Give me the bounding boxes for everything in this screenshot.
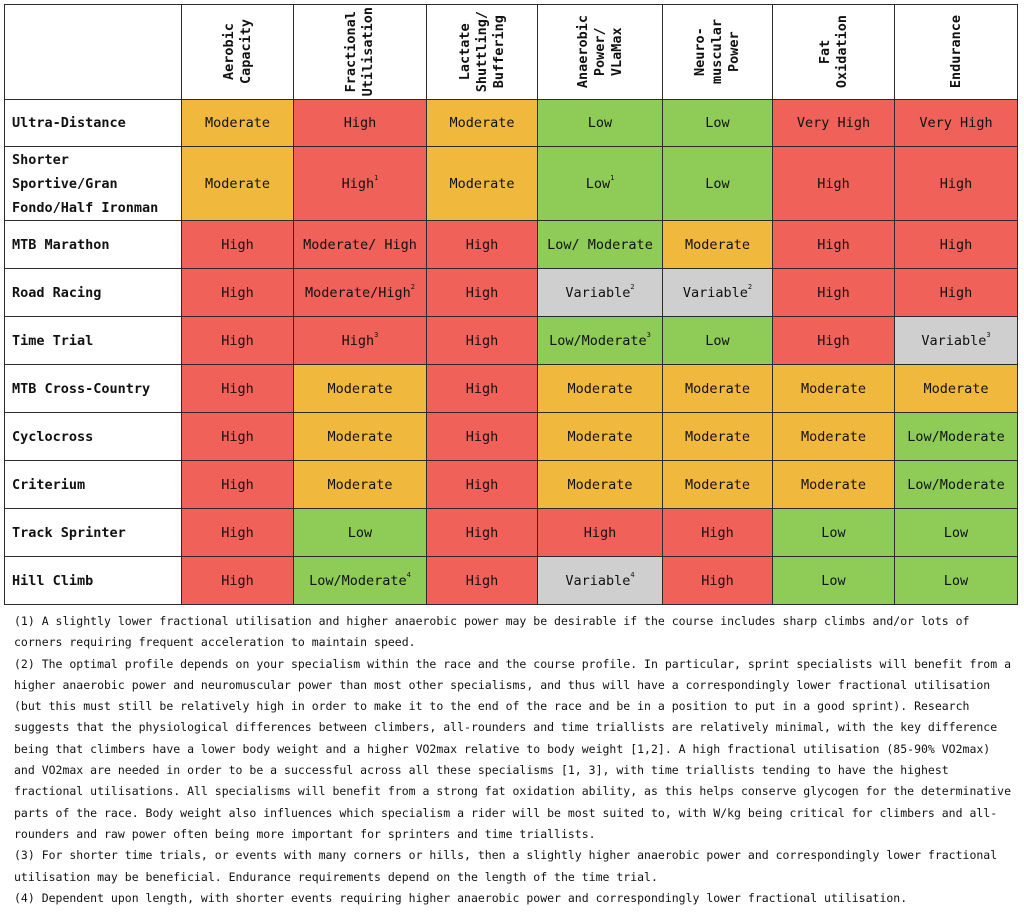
rating-cell — [663, 557, 773, 605]
column-header — [663, 5, 773, 100]
rating-cell — [182, 509, 294, 557]
table-row — [5, 557, 1018, 605]
rating-cell — [182, 413, 294, 461]
rating-text: High — [465, 380, 499, 397]
rating-cell — [294, 317, 427, 365]
table-row — [5, 147, 1018, 221]
footnote-marker: 1 — [374, 173, 379, 182]
rating-text: High — [465, 284, 499, 301]
row-label: Hill Climb — [5, 557, 182, 605]
rating-cell — [427, 413, 538, 461]
row-label: MTB Cross-Country — [5, 365, 182, 413]
rating-cell — [427, 365, 538, 413]
rating-text: High — [465, 332, 499, 349]
footnote-marker: 2 — [747, 282, 753, 291]
rating-text: Moderate/ High — [303, 236, 417, 253]
rating-text: Moderate — [204, 115, 271, 131]
rating-cell — [895, 365, 1018, 413]
column-header-label: Fractional Utilisation — [343, 7, 376, 97]
rating-cell — [663, 509, 773, 557]
footnote-marker: 3 — [986, 330, 991, 339]
rating-cell — [773, 413, 895, 461]
rating-cell — [538, 365, 663, 413]
row-label: Ultra-Distance — [5, 100, 182, 147]
rating-cell — [895, 509, 1018, 557]
rating-cell — [538, 557, 663, 605]
rating-cell — [294, 365, 427, 413]
rating-cell — [773, 100, 895, 147]
table-row — [5, 100, 1018, 147]
rating-text: High — [341, 332, 375, 349]
rating-text: Moderate — [449, 115, 515, 131]
rating-cell — [427, 509, 538, 557]
rating-cell — [182, 461, 294, 509]
footnote-marker: 3 — [374, 330, 379, 339]
rating-text: High — [221, 332, 254, 349]
rating-text: High — [939, 284, 973, 301]
rating-cell — [538, 413, 663, 461]
rating-text: Moderate — [327, 380, 393, 397]
rating-text: High — [817, 175, 850, 192]
rating-text: Low — [943, 572, 969, 589]
column-header-label: Endurance — [947, 15, 964, 89]
rating-text: Moderate/High — [305, 284, 411, 301]
table-row — [5, 221, 1018, 269]
rating-cell — [663, 317, 773, 365]
rating-cell — [538, 461, 663, 509]
rating-cell — [663, 365, 773, 413]
rating-text: Low — [705, 115, 730, 131]
row-label: MTB Marathon — [5, 221, 182, 269]
rating-text: High — [221, 284, 254, 301]
footnote: (1) A slightly lower fractional utilisation and higher anaerobic power may be desirable if the course includes sharp climbs and/or lots of corners requiring frequent acceleration to maintain speed. — [14, 614, 970, 650]
rating-cell — [895, 147, 1018, 221]
rating-text: High — [221, 380, 254, 397]
footnote: (2) The optimal profile depends on your specialism within the race and the course profile. In particular, sprint specialists will benefit from a higher anaerobic power and neuromuscular power than most other specialisms, and thus will have a correspondingly lower fractional utilisation (but this must still be relatively high in order to make it to the end of the race and be in a position to put in a good sprint). Research suggests that the physiological differences between climbers, all-rounders and time triallists are relatively minimal, with the key difference being that climbers have a lower body weight and a higher VO2max relative to body weight [1,2]. A high fractional utilisation (85-90% VO2max) and VO2max are needed in order to be a successful across all these specialisms [1, 3], with time triallists tending to have the highest fractional utilisations. All specialisms will benefit from a strong fat oxidation ability, as this helps conserve glycogen for the determinative parts of the race. Body weight also influences which specialism a rider will be most suited to, with W/kg being critical for climbers and all-rounders and raw power often being more important for sprinters and time triallists. — [14, 656, 1011, 841]
rating-text: Moderate — [567, 428, 633, 445]
rating-text: Moderate — [800, 476, 867, 493]
column-header — [538, 5, 663, 100]
rating-text: High — [221, 524, 254, 541]
column-header — [182, 5, 294, 100]
rating-cell — [895, 221, 1018, 269]
table-body — [5, 100, 1018, 605]
rating-cell — [427, 147, 538, 221]
rating-text: Low — [705, 175, 730, 192]
rating-text: High — [465, 236, 499, 253]
rating-text: Moderate — [449, 175, 515, 192]
rating-cell — [895, 317, 1018, 365]
rating-text: High — [341, 175, 375, 192]
rating-cell — [773, 147, 895, 221]
row-label: Track Sprinter — [5, 509, 182, 557]
footnote-marker: 1 — [610, 173, 615, 182]
rating-cell — [427, 221, 538, 269]
rating-cell — [427, 461, 538, 509]
rating-cell — [294, 413, 427, 461]
rating-cell — [663, 413, 773, 461]
rating-cell — [773, 509, 895, 557]
rating-cell — [895, 100, 1018, 147]
rating-text: Low/Moderate — [907, 428, 1005, 445]
rating-cell — [294, 221, 427, 269]
rating-text: Moderate — [800, 428, 867, 445]
table-row — [5, 317, 1018, 365]
rating-text: Very High — [919, 115, 993, 131]
rating-text: High — [465, 476, 499, 493]
row-label: Time Trial — [5, 317, 182, 365]
footnote-marker: 2 — [410, 282, 415, 291]
column-header — [427, 5, 538, 100]
rating-cell — [663, 461, 773, 509]
rating-text: High — [817, 236, 850, 253]
rating-cell — [538, 509, 663, 557]
column-header — [895, 5, 1018, 100]
rating-cell — [773, 269, 895, 317]
column-header-label: Anaerobic Power/ VLaMax — [574, 15, 625, 89]
rating-text: High — [221, 236, 254, 253]
rating-cell — [663, 269, 773, 317]
footnote-marker: 4 — [406, 570, 411, 579]
rating-text: Variable — [682, 284, 748, 301]
footnote-marker: 4 — [630, 570, 635, 579]
row-label: Cyclocross — [5, 413, 182, 461]
rating-text: Variable — [921, 332, 987, 349]
rating-text: High — [701, 572, 734, 589]
column-header-label: Fat Oxidation — [816, 15, 850, 89]
rating-cell — [182, 221, 294, 269]
footnote: (4) Dependent upon length, with shorter events requiring higher anaerobic power and correspondingly lower fractional utilisation. — [14, 890, 908, 905]
rating-cell — [294, 461, 427, 509]
rating-text: High — [817, 332, 850, 349]
rating-text: High — [465, 572, 499, 589]
rating-text: Low — [585, 175, 611, 192]
rating-text: Moderate — [684, 236, 751, 253]
rating-cell — [294, 269, 427, 317]
footnote: (3) For shorter time trials, or events with many corners or hills, then a slightly higher anaerobic power and correspondingly lower fractional utilisation may be beneficial. Endurance requirements depend on the length of the time trial. — [14, 848, 998, 884]
rating-text: High — [583, 524, 617, 541]
rating-text: Low — [821, 524, 846, 541]
rating-cell — [773, 317, 895, 365]
rating-cell — [294, 557, 427, 605]
footnotes — [14, 611, 1014, 909]
rating-cell — [182, 557, 294, 605]
rating-text: Moderate — [567, 476, 633, 493]
rating-text: Moderate — [327, 428, 393, 445]
rating-cell — [895, 413, 1018, 461]
rating-text: High — [939, 236, 973, 253]
rating-cell — [182, 269, 294, 317]
rating-text: Variable — [565, 572, 631, 589]
rating-text: Moderate — [204, 175, 271, 192]
rating-text: Moderate — [567, 380, 633, 397]
rating-cell — [427, 269, 538, 317]
rating-text: Low/Moderate — [549, 332, 647, 349]
row-label: Road Racing — [5, 269, 182, 317]
column-header-label: Lactate Shuttling/ Buffering — [456, 11, 507, 93]
rating-cell — [294, 100, 427, 147]
rating-cell — [895, 557, 1018, 605]
rating-cell — [663, 100, 773, 147]
rating-text: Low/ Moderate — [547, 236, 653, 253]
rating-cell — [427, 557, 538, 605]
rating-cell — [895, 461, 1018, 509]
rating-text: High — [343, 115, 377, 131]
footnote-marker: 3 — [646, 330, 651, 339]
rating-text: Moderate — [684, 476, 751, 493]
rating-text: High — [465, 524, 499, 541]
column-header-label: Aerobic Capacity — [220, 19, 254, 85]
footnote-marker: 2 — [630, 282, 635, 291]
rating-cell — [773, 461, 895, 509]
rating-cell — [538, 221, 663, 269]
rating-text: High — [221, 476, 254, 493]
rating-cell — [773, 557, 895, 605]
table-row — [5, 413, 1018, 461]
rating-text: Very High — [796, 115, 871, 131]
rating-text: Moderate — [327, 476, 393, 493]
column-header-label: Neuro- muscular Power — [692, 19, 742, 85]
rating-cell — [182, 317, 294, 365]
rating-cell — [538, 100, 663, 147]
rating-text: High — [817, 284, 850, 301]
physiology-table — [4, 4, 1018, 605]
table-row — [5, 365, 1018, 413]
rating-text: Variable — [565, 284, 631, 301]
row-label: Criterium — [5, 461, 182, 509]
rating-cell — [294, 147, 427, 221]
rating-text: Low — [705, 332, 730, 349]
rating-cell — [427, 100, 538, 147]
rating-cell — [538, 269, 663, 317]
rating-cell — [663, 221, 773, 269]
column-header — [294, 5, 427, 100]
table-row — [5, 509, 1018, 557]
row-label: Shorter Sportive/Gran Fondo/Half Ironman — [5, 147, 182, 221]
rating-text: High — [221, 428, 254, 445]
rating-text: Low — [943, 524, 969, 541]
rating-text: Low/Moderate — [309, 572, 407, 589]
rating-text: High — [939, 175, 973, 192]
rating-text: Moderate — [800, 380, 867, 397]
column-header — [773, 5, 895, 100]
rating-text: Low/Moderate — [907, 476, 1005, 493]
rating-cell — [895, 269, 1018, 317]
rating-cell — [294, 509, 427, 557]
rating-cell — [538, 317, 663, 365]
rating-cell — [427, 317, 538, 365]
rating-text: Low — [821, 572, 846, 589]
rating-text: High — [221, 572, 254, 589]
rating-cell — [773, 365, 895, 413]
rating-text: Low — [587, 115, 613, 131]
header-row — [5, 5, 1018, 100]
rating-text: Moderate — [684, 380, 751, 397]
rating-text: High — [465, 428, 499, 445]
rating-text: Moderate — [923, 380, 989, 397]
rating-cell — [182, 365, 294, 413]
rating-text: Low — [347, 524, 373, 541]
rating-cell — [182, 100, 294, 147]
header-corner — [5, 5, 182, 100]
rating-cell — [538, 147, 663, 221]
rating-cell — [663, 147, 773, 221]
rating-cell — [182, 147, 294, 221]
rating-text: Moderate — [684, 428, 751, 445]
table-row — [5, 269, 1018, 317]
table-row — [5, 461, 1018, 509]
rating-cell — [773, 221, 895, 269]
rating-text: High — [701, 524, 734, 541]
